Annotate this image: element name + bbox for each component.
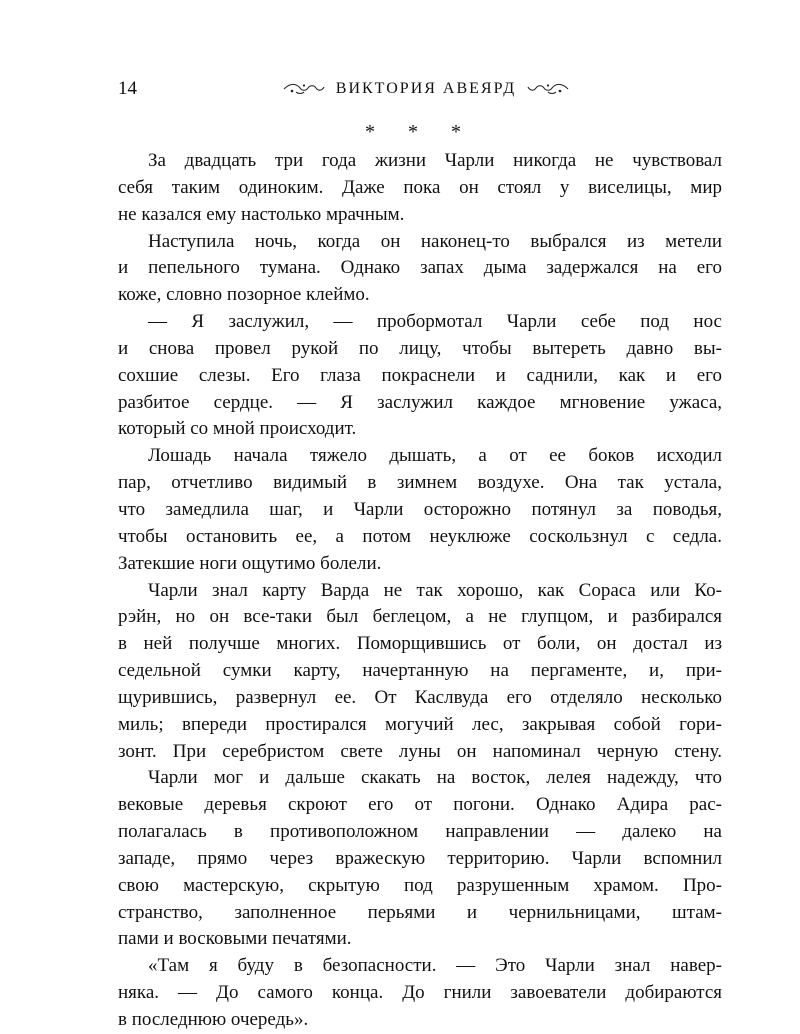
text-line: разбитое сердце. — Я заслужил каждое мгновение ужаса, [118,391,722,413]
page-number: 14 [118,78,137,99]
text-line: полагалась в противоположном направлении — далеко на [118,821,722,843]
text-line: пами и восковыми печатями. [118,928,352,950]
paragraph [118,953,722,1034]
text-line: «Там я буду в безопасности. — Это Чарли знал навер- [148,955,722,977]
text-line: За двадцать три года жизни Чарли никогда не чувствовал [148,150,722,171]
paragraph [118,765,722,953]
scene-break: * * * [365,121,475,143]
body-text [118,148,722,1034]
text-line: Наступила ночь, когда он наконец-то выбрался из метели [148,230,722,252]
paragraph [118,578,722,766]
running-title: ВИКТОРИЯ АВЕЯРД [335,80,517,97]
text-line: Чарли мог и дальше скакать на восток, лелея надежду, что [148,767,722,789]
text-line: рэйн, но он все-таки был беглецом, а не глупцом, и разбирался [118,606,722,628]
text-line: коже, словно позорное клеймо. [118,284,370,306]
text-line: в ней получше многих. Поморщившись от боли, он достал из [118,633,722,655]
text-line: чтобы остановить ее, а потом неуклюже соскользнул с седла. [118,525,722,547]
text-line: не казался ему настолько мрачным. [118,203,405,225]
text-line: щурившись, развернул ее. От Каслвуда его отделяло несколько [118,686,722,708]
paragraph [118,309,722,443]
running-head [266,76,586,102]
text-line: западе, прямо через вражескую территорию. Чарли вспомнил [118,847,722,869]
text-line: что замедлила шаг, и Чарли осторожно потянул за поводья, [118,498,722,520]
text-line: который со мной происходит. [118,418,357,440]
right-flourish-icon [526,82,570,96]
text-line: в последнюю очередь». [118,1009,309,1030]
text-line: Лошадь начала тяжело дышать, а от ее боков исходил [148,445,722,467]
text-line: и снова провел рукой по лицу, чтобы вытереть давно вы- [118,337,722,359]
text-line: зонт. При серебристом свете луны он напоминал черную стену. [118,740,722,762]
text-line: свою мастерскую, скрытую под разрушенным храмом. Про- [118,874,722,896]
paragraph [118,148,722,229]
text-line: седельной сумки карту, начертанную на пергаменте, и, при- [118,660,722,682]
text-line: сохшие слезы. Его глаза покраснели и саднили, как и его [118,364,722,386]
page-header [118,76,722,102]
text-line: вековые деревья скроют его от погони. Однако Адира рас- [118,794,722,816]
text-line: Затекшие ноги ощутимо болели. [118,552,382,574]
paragraph [118,443,722,577]
text-line: миль; впереди простирался могучий лес, закрывая собой гори- [118,713,722,735]
text-line: пар, отчетливо видимый в зимнем воздухе. Она так устала, [118,472,722,494]
text-line: — Я заслужил, — пробормотал Чарли себе под нос [148,311,722,333]
text-line: Чарли знал карту Варда не так хорошо, как Сораса или Ко- [148,579,722,601]
paragraph [118,229,722,310]
text-line: и пепельного тумана. Однако запах дыма задержался на его [118,257,722,279]
text-line: странство, заполненное перьями и чернильницами, штам- [118,901,722,923]
text-line: себя таким одиноким. Даже пока он стоял у виселицы, мир [118,176,722,198]
text-line: няка. — До самого конца. До гнили завоеватели добираются [118,982,722,1004]
left-flourish-icon [282,82,326,96]
